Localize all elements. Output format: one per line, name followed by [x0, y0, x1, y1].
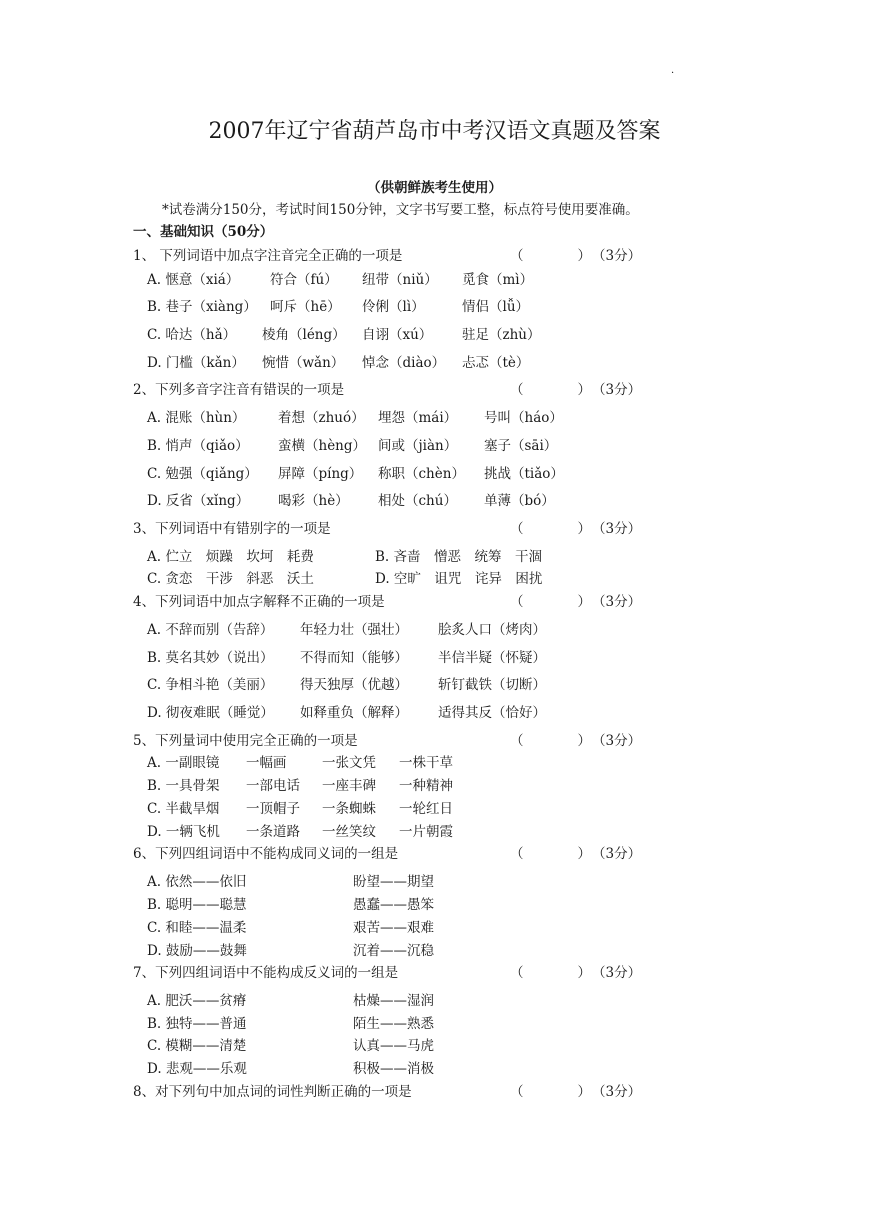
option-c-item-1: C. 和睦——温柔	[147, 920, 247, 936]
option-a-item-1: A. 惬意（xiá）	[147, 272, 240, 288]
question-5-answer-blank: （ ）	[510, 733, 591, 749]
option-c-item-1: C. 勉强（qiǎng）	[147, 466, 258, 482]
option-d-item-2: 喝彩（hè）	[278, 493, 349, 509]
option-d-item-1: D. 一辆飞机	[147, 824, 220, 840]
option-a-item-1: A. 一副眼镜	[147, 755, 220, 771]
page-title: 2007年辽宁省葫芦岛市中考汉语文真题及答案	[208, 119, 661, 144]
option-a-item-1: A. 混账（hùn）	[147, 410, 246, 426]
option-a: A. 伫立 烦躁 坎坷 耗费	[147, 549, 314, 565]
option-a-item-2: 年轻力壮（强壮）	[300, 622, 408, 638]
option-d-item-1: D. 鼓励——鼓舞	[147, 943, 247, 959]
option-a-item-3: 一张文凭	[322, 755, 376, 771]
option-a-item-3: 脍炙人口（烤肉）	[438, 622, 546, 638]
option-c-item-2: 得天独厚（优越）	[300, 677, 408, 693]
option-a-item-3: 埋怨（mái）	[378, 410, 458, 426]
question-3-score: （3分）	[592, 521, 642, 537]
option-a-item-1: A. 肥沃——贫瘠	[147, 993, 247, 1009]
corner-mark: ·	[671, 68, 675, 79]
question-4-stem: 4、下列词语中加点字解释不正确的一项是	[133, 594, 385, 610]
option-a-item-2: 盼望——期望	[353, 874, 434, 890]
option-b-item-3: 半信半疑（怀疑）	[438, 650, 546, 666]
option-a-item-1: A. 依然——依旧	[147, 874, 247, 890]
option-c-item-1: C. 争相斗艳（美丽）	[147, 677, 274, 693]
option-c-item-4: 驻足（zhù）	[462, 327, 541, 343]
option-c-item-2: 艰苦——艰难	[353, 920, 434, 936]
question-7-score: （3分）	[592, 965, 642, 981]
option-a-item-2: 符合（fú）	[270, 272, 338, 288]
question-8-score: （3分）	[592, 1084, 642, 1100]
option-d-item-1: D. 反省（xǐng）	[147, 493, 250, 509]
question-8-answer-blank: （ ）	[510, 1084, 591, 1100]
option-b-item-1: B. 一具骨架	[147, 778, 220, 794]
question-7-stem: 7、下列四组词语中不能构成反义词的一组是	[133, 965, 399, 981]
option-d-item-1: D. 彻夜难眠（睡觉）	[147, 705, 274, 721]
option-d-item-2: 惋惜（wǎn）	[262, 355, 345, 371]
question-2-score: （3分）	[592, 382, 642, 398]
option-a-item-2: 枯燥——湿润	[353, 993, 434, 1009]
option-b-item-2: 不得而知（能够）	[300, 650, 408, 666]
option-b-item-2: 蛮横（hèng）	[278, 438, 367, 454]
option-b-item-3: 间或（jiàn）	[378, 438, 458, 454]
question-5-score: （3分）	[592, 733, 642, 749]
option-a-item-2: 着想（zhuó）	[278, 410, 365, 426]
option-a-item-2: 一幅画	[246, 755, 287, 771]
option-a-item-3: 纽带（niǔ）	[362, 272, 438, 288]
exam-notice: *试卷满分150分，考试时间150分钟，文字书写要工整，标点符号使用要准确。	[162, 202, 639, 218]
option-b-item-2: 一部电话	[246, 778, 300, 794]
option-d-item-3: 一丝笑纹	[322, 824, 376, 840]
question-7-answer-blank: （ ）	[510, 965, 591, 981]
option-c-item-3: 自诩（xú）	[362, 327, 433, 343]
option-a-item-4: 号叫（háo）	[484, 410, 563, 426]
option-b-item-4: 塞子（sāi）	[484, 438, 558, 454]
option-d-item-3: 悼念（diào）	[362, 355, 446, 371]
option-b-item-2: 愚蠢——愚笨	[353, 897, 434, 913]
question-1-score: （3分）	[592, 248, 642, 264]
exam-subtitle: （供朝鲜族考生使用）	[367, 180, 502, 196]
option-c-item-1: C. 哈达（hǎ）	[147, 327, 237, 343]
option-c-item-4: 挑战（tiǎo）	[484, 466, 564, 482]
option-d-item-4: 一片朝霞	[399, 824, 453, 840]
question-5-stem: 5、下列量词中使用完全正确的一项是	[133, 733, 358, 749]
section-heading: 一、基础知识（50分）	[133, 224, 274, 240]
option-a-item-1: A. 不辞而别（告辞）	[147, 622, 274, 638]
question-2-answer-blank: （ ）	[510, 382, 591, 398]
option-a-item-4: 一株干草	[399, 755, 453, 771]
option-d-item-3: 适得其反（恰好）	[438, 705, 546, 721]
option-c-item-1: C. 模糊——清楚	[147, 1038, 247, 1054]
option-c-item-3: 称职（chèn）	[378, 466, 465, 482]
question-2-stem: 2、下列多音字注音有错误的一项是	[133, 382, 345, 398]
question-8-stem: 8、对下列句中加点词的词性判断正确的一项是	[133, 1084, 412, 1100]
question-6-score: （3分）	[592, 846, 642, 862]
option-a-item-4: 觅食（mì）	[462, 272, 534, 288]
option-b-item-1: B. 独特——普通	[147, 1016, 247, 1032]
option-c-item-2: 棱角（léng）	[262, 327, 346, 343]
question-6-stem: 6、下列四组词语中不能构成同义词的一组是	[133, 846, 399, 862]
option-d-item-2: 积极——消极	[353, 1061, 434, 1077]
option-d-item-1: D. 悲观——乐观	[147, 1061, 247, 1077]
option-d-item-2: 一条道路	[246, 824, 300, 840]
option-b-item-2: 陌生——熟悉	[353, 1016, 434, 1032]
option-c-item-2: 屏障（píng）	[278, 466, 363, 482]
option-b-item-3: 伶俐（lì）	[362, 299, 425, 315]
question-1-answer-blank: （ ）	[510, 248, 591, 264]
question-3-answer-blank: （ ）	[510, 521, 591, 537]
option-c-item-1: C. 半截旱烟	[147, 801, 220, 817]
option-d-item-1: D. 门槛（kǎn）	[147, 355, 245, 371]
question-1-stem: 1、 下列词语中加点字注音完全正确的一项是	[133, 248, 403, 264]
option-b-item-1: B. 聪明——聪慧	[147, 897, 247, 913]
option-c-item-3: 斩钉截铁（切断）	[438, 677, 546, 693]
option-b-item-3: 一座丰碑	[322, 778, 376, 794]
option-c-item-4: 一轮红日	[399, 801, 453, 817]
option-b-item-1: B. 悄声（qiǎo）	[147, 438, 249, 454]
option-c-item-2: 认真——马虎	[353, 1038, 434, 1054]
option-b-item-1: B. 莫名其妙（说出）	[147, 650, 274, 666]
option-b-item-4: 一种精神	[399, 778, 453, 794]
question-3-stem: 3、下列词语中有错别字的一项是	[133, 521, 331, 537]
option-b-item-2: 呵斥（hē）	[270, 299, 341, 315]
question-4-answer-blank: （ ）	[510, 594, 591, 610]
option-d-item-2: 沉着——沉稳	[353, 943, 434, 959]
option-c-item-2: 一顶帽子	[246, 801, 300, 817]
option-d: D. 空旷 诅咒 诧异 困扰	[375, 571, 543, 587]
option-c: C. 贪恋 干涉 斜恶 沃土	[147, 571, 314, 587]
option-b: B. 吝啬 憎恶 统筹 干涸	[375, 549, 543, 565]
option-d-item-4: 单薄（bó）	[484, 493, 555, 509]
option-c-item-3: 一条蜘蛛	[322, 801, 376, 817]
option-d-item-4: 忐忑（tè）	[462, 355, 530, 371]
option-d-item-2: 如释重负（解释）	[300, 705, 408, 721]
option-b-item-4: 情侣（lǚ）	[462, 299, 530, 315]
question-4-score: （3分）	[592, 594, 642, 610]
question-6-answer-blank: （ ）	[510, 846, 591, 862]
option-d-item-3: 相处（chú）	[378, 493, 457, 509]
option-b-item-1: B. 巷子（xiàng）	[147, 299, 257, 315]
